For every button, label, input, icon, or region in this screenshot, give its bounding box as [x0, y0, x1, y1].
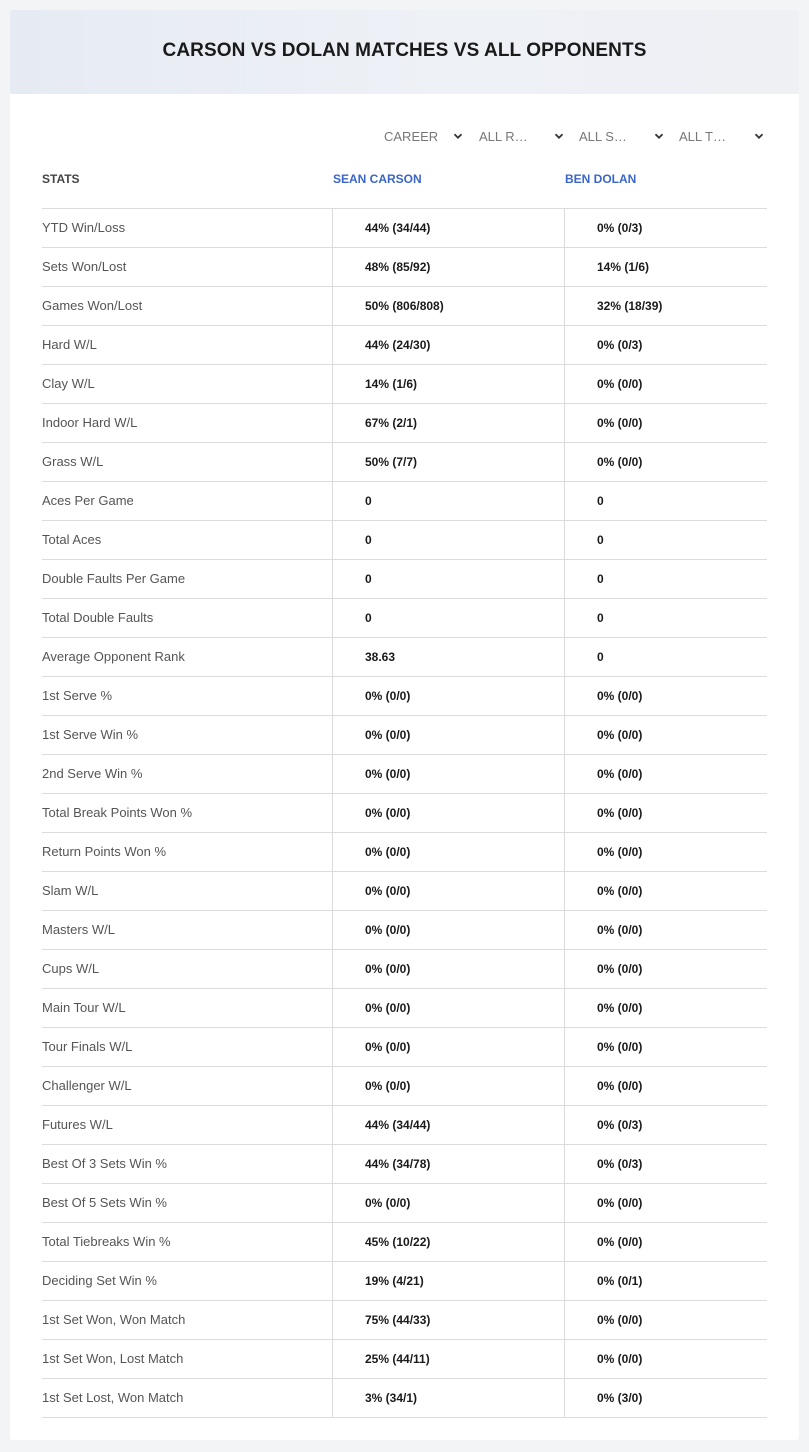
player2-stat-value: 0: [564, 521, 767, 559]
table-row: [42, 1145, 767, 1184]
table-row: [42, 599, 767, 638]
chevron-down-icon: [653, 130, 665, 142]
player2-stat-value: 0% (0/0): [564, 872, 767, 910]
player2-stat-value: 0% (0/3): [564, 1106, 767, 1144]
player2-stat-value: 0% (0/0): [564, 443, 767, 481]
chevron-down-icon: [553, 130, 565, 142]
stat-label: Double Faults Per Game: [42, 571, 186, 586]
player1-stat-value: 0% (0/0): [332, 1184, 564, 1222]
player2-stat-value: 0% (0/0): [564, 989, 767, 1027]
table-row: [42, 794, 767, 833]
table-row: [42, 1028, 767, 1067]
player2-stat-value: 0% (0/0): [564, 716, 767, 754]
table-row: [42, 872, 767, 911]
player2-stat-value: 0% (3/0): [564, 1379, 767, 1417]
table-header: [10, 170, 799, 190]
table-row: [42, 287, 767, 326]
player1-stat-value: 0% (0/0): [332, 989, 564, 1027]
filter-label: CAREER: [384, 128, 439, 144]
player1-stat-value: 0% (0/0): [332, 794, 564, 832]
player1-stat-value: 0: [332, 560, 564, 598]
player2-stat-value: 0% (0/0): [564, 404, 767, 442]
stat-label: 1st Serve %: [42, 688, 113, 703]
player2-stat-value: 0% (0/0): [564, 1340, 767, 1378]
table-row: [42, 1379, 767, 1418]
player1-stat-value: 14% (1/6): [332, 365, 564, 403]
card-header: [10, 10, 799, 94]
player2-stat-value: 0% (0/0): [564, 1223, 767, 1261]
stat-label: Tour Finals W/L: [42, 1039, 133, 1054]
stat-label: Cups W/L: [42, 961, 100, 976]
stat-label: Deciding Set Win %: [42, 1273, 157, 1288]
table-row: [42, 950, 767, 989]
player1-stat-value: 75% (44/33): [332, 1301, 564, 1339]
table-row: [42, 989, 767, 1028]
stat-label: 1st Serve Win %: [42, 727, 139, 742]
stat-label: Average Opponent Rank: [42, 649, 185, 664]
page-title: CARSON VS DOLAN MATCHES VS ALL OPPONENTS: [162, 40, 647, 61]
player1-stat-value: 38.63: [332, 638, 564, 676]
stat-label: Hard W/L: [42, 337, 97, 352]
stat-label: Challenger W/L: [42, 1078, 132, 1093]
stat-label: 1st Set Won, Won Match: [42, 1312, 186, 1327]
player2-stat-value: 0% (0/1): [564, 1262, 767, 1300]
player2-stat-value: 0% (0/0): [564, 833, 767, 871]
table-row: [42, 365, 767, 404]
filter-surfaces-select[interactable]: [579, 124, 665, 148]
player2-stat-value: 0: [564, 638, 767, 676]
player2-stat-value: 0% (0/0): [564, 365, 767, 403]
table-row: [42, 1223, 767, 1262]
player2-stat-value: 0% (0/0): [564, 1028, 767, 1066]
player2-stat-value: 14% (1/6): [564, 248, 767, 286]
player1-stat-value: 0% (0/0): [332, 833, 564, 871]
player1-stat-value: 0: [332, 599, 564, 637]
table-row: [42, 1106, 767, 1145]
player2-stat-value: 0% (0/0): [564, 755, 767, 793]
stat-label: Total Double Faults: [42, 610, 154, 625]
player2-stat-value: 0% (0/3): [564, 326, 767, 364]
player1-stat-value: 19% (4/21): [332, 1262, 564, 1300]
player2-stat-value: 0% (0/0): [564, 1184, 767, 1222]
table-row: [42, 911, 767, 950]
stat-label: Return Points Won %: [42, 844, 167, 859]
stat-label: Slam W/L: [42, 883, 99, 898]
table-row: [42, 1301, 767, 1340]
table-row: [42, 560, 767, 599]
player1-stat-value: 0% (0/0): [332, 716, 564, 754]
stat-label: 1st Set Lost, Won Match: [42, 1390, 184, 1405]
table-row: [42, 1184, 767, 1223]
column-header-player2[interactable]: BEN DOLAN: [565, 172, 637, 186]
player1-stat-value: 44% (34/44): [332, 1106, 564, 1144]
player1-stat-value: 44% (34/78): [332, 1145, 564, 1183]
column-header-stats: STATS: [42, 172, 80, 186]
player1-stat-value: 50% (806/808): [332, 287, 564, 325]
player1-stat-value: 67% (2/1): [332, 404, 564, 442]
table-row: [42, 1067, 767, 1106]
player1-stat-value: 0% (0/0): [332, 1067, 564, 1105]
stat-label: Indoor Hard W/L: [42, 415, 138, 430]
stat-label: Clay W/L: [42, 376, 95, 391]
stat-label: 1st Set Won, Lost Match: [42, 1351, 184, 1366]
player1-stat-value: 48% (85/92): [332, 248, 564, 286]
player2-stat-value: 0% (0/0): [564, 794, 767, 832]
stat-label: Total Tiebreaks Win %: [42, 1234, 171, 1249]
table-row: [42, 755, 767, 794]
table-row: [42, 638, 767, 677]
table-row: [42, 521, 767, 560]
player1-stat-value: 50% (7/7): [332, 443, 564, 481]
stat-label: Grass W/L: [42, 454, 104, 469]
column-header-player1[interactable]: SEAN CARSON: [333, 172, 422, 186]
stats-card: [10, 10, 799, 1440]
stat-label: Sets Won/Lost: [42, 259, 127, 274]
table-row: [42, 677, 767, 716]
player1-stat-value: 0% (0/0): [332, 1028, 564, 1066]
player1-stat-value: 0: [332, 521, 564, 559]
player1-stat-value: 3% (34/1): [332, 1379, 564, 1417]
player2-stat-value: 0% (0/0): [564, 1067, 767, 1105]
table-row: [42, 443, 767, 482]
player1-stat-value: 0% (0/0): [332, 872, 564, 910]
table-row: [42, 482, 767, 521]
player2-stat-value: 0: [564, 599, 767, 637]
chevron-down-icon: [452, 130, 464, 142]
table-row: [42, 248, 767, 287]
filter-career-select[interactable]: [384, 124, 464, 148]
player2-stat-value: 0: [564, 482, 767, 520]
player1-stat-value: 25% (44/11): [332, 1340, 564, 1378]
filter-bar: [10, 124, 799, 148]
player2-stat-value: 0: [564, 560, 767, 598]
stat-label: Aces Per Game: [42, 493, 134, 508]
table-row: [42, 209, 767, 248]
player2-stat-value: 0% (0/0): [564, 950, 767, 988]
stat-label: Best Of 5 Sets Win %: [42, 1195, 167, 1210]
player2-stat-value: 32% (18/39): [564, 287, 767, 325]
player2-stat-value: 0% (0/0): [564, 1301, 767, 1339]
stat-label: Best Of 3 Sets Win %: [42, 1156, 167, 1171]
filter-rounds-select[interactable]: [479, 124, 565, 148]
stat-label: 2nd Serve Win %: [42, 766, 143, 781]
player2-stat-value: 0% (0/3): [564, 209, 767, 247]
player1-stat-value: 0% (0/0): [332, 755, 564, 793]
filter-label: ALL R…: [479, 128, 528, 144]
player1-stat-value: 45% (10/22): [332, 1223, 564, 1261]
table-row: [42, 1340, 767, 1379]
player2-stat-value: 0% (0/0): [564, 677, 767, 715]
table-row: [42, 404, 767, 443]
chevron-down-icon: [753, 130, 765, 142]
table-row: [42, 326, 767, 365]
stat-label: Masters W/L: [42, 922, 115, 937]
player1-stat-value: 44% (34/44): [332, 209, 564, 247]
table-row: [42, 716, 767, 755]
table-row: [42, 833, 767, 872]
stat-label: YTD Win/Loss: [42, 220, 126, 235]
player1-stat-value: 0% (0/0): [332, 677, 564, 715]
stat-label: Main Tour W/L: [42, 1000, 126, 1015]
player2-stat-value: 0% (0/0): [564, 911, 767, 949]
filter-tournaments-select[interactable]: [679, 124, 765, 148]
filter-label: ALL T…: [679, 128, 726, 144]
table-row: [42, 1262, 767, 1301]
player1-stat-value: 44% (24/30): [332, 326, 564, 364]
stat-label: Total Break Points Won %: [42, 805, 193, 820]
filter-label: ALL S…: [579, 128, 627, 144]
player1-stat-value: 0% (0/0): [332, 911, 564, 949]
stat-label: Total Aces: [42, 532, 102, 547]
stat-label: Futures W/L: [42, 1117, 113, 1132]
stat-label: Games Won/Lost: [42, 298, 143, 313]
player2-stat-value: 0% (0/3): [564, 1145, 767, 1183]
player1-stat-value: 0% (0/0): [332, 950, 564, 988]
stats-table: [42, 208, 767, 1418]
player1-stat-value: 0: [332, 482, 564, 520]
